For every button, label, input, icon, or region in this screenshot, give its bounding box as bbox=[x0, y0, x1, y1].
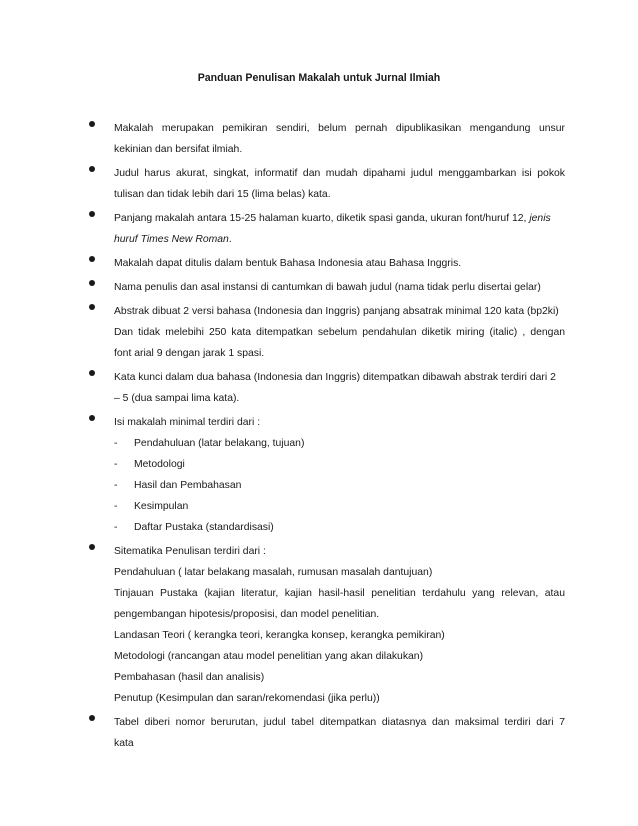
list-item-text: Isi makalah minimal terdiri dari : bbox=[114, 417, 261, 428]
list-item-text: huruf Times New Roman. bbox=[114, 234, 232, 245]
sub-item: - Kesimpulan bbox=[114, 501, 189, 512]
guideline-list bbox=[89, 118, 565, 757]
list-item-text: Judul harus akurat, singkat, informatif dan mudah dipahami judul menggambarkan isi pokok bbox=[114, 168, 565, 179]
bullet-icon bbox=[89, 121, 95, 127]
list-item bbox=[89, 253, 565, 274]
list-item-text: Sitematika Penulisan terdiri dari : bbox=[114, 546, 266, 557]
list-item-text: Makalah dapat ditulis dalam bentuk Bahasa Indonesia atau Bahasa Inggris. bbox=[114, 258, 462, 269]
sub-item: - Daftar Pustaka (standardisasi) bbox=[114, 522, 274, 533]
bullet-icon bbox=[89, 370, 95, 376]
list-item bbox=[89, 712, 565, 754]
sub-item: - Hasil dan Pembahasan bbox=[114, 480, 242, 491]
document-title: Panduan Penulisan Makalah untuk Jurnal Ilmiah bbox=[197, 72, 441, 84]
list-item bbox=[89, 208, 565, 250]
list-item-text: Makalah merupakan pemikiran sendiri, belum pernah dipublikasikan mengandung unsur bbox=[114, 123, 565, 134]
list-item bbox=[89, 412, 565, 538]
bullet-icon bbox=[89, 415, 95, 421]
list-item-text: Metodologi (rancangan atau model penelitian yang akan dilakukan) bbox=[114, 651, 424, 662]
list-item-text: Abstrak dibuat 2 versi bahasa (Indonesia dan Inggris) panjang absatrak minimal 120 kata (bp2ki) bbox=[114, 306, 559, 317]
list-item bbox=[89, 277, 565, 298]
list-item-text: Panjang makalah antara 15-25 halaman kuarto, diketik spasi ganda, ukuran font/huruf 12, jenis bbox=[114, 213, 551, 224]
bullet-icon bbox=[89, 304, 95, 310]
list-item-text: Tinjauan Pustaka (kajian literatur, kajian hasil-hasil penelitian terdahulu yang relevan, atau bbox=[114, 588, 565, 599]
list-item-text: Tabel diberi nomor berurutan, judul tabel ditempatkan diatasnya dan maksimal terdiri dari 7 bbox=[114, 717, 565, 728]
bullet-icon bbox=[89, 256, 95, 262]
sub-item: - Pendahuluan (latar belakang, tujuan) bbox=[114, 438, 305, 449]
list-item bbox=[89, 118, 565, 160]
list-item-text: font arial 9 dengan jarak 1 spasi. bbox=[114, 348, 265, 359]
list-item-text: – 5 (dua sampai lima kata). bbox=[114, 393, 240, 404]
list-item-text: Landasan Teori ( kerangka teori, kerangka konsep, kerangka pemikiran) bbox=[114, 630, 445, 641]
list-item-text: pengembangan hipotesis/proposisi, dan model penelitian. bbox=[114, 609, 380, 620]
list-item-text: Pendahuluan ( latar belakang masalah, rumusan masalah dantujuan) bbox=[114, 567, 433, 578]
list-item-text: Dan tidak melebihi 250 kata ditempatkan sebelum pendahulan diketik miring (italic) , dengan bbox=[114, 327, 565, 338]
sub-item: - Metodologi bbox=[114, 459, 185, 470]
list-item bbox=[89, 163, 565, 205]
list-item-text: kekinian dan bersifat ilmiah. bbox=[114, 144, 243, 155]
bullet-icon bbox=[89, 280, 95, 286]
list-item-text: tulisan dan tidak lebih dari 15 (lima belas) kata. bbox=[114, 189, 331, 200]
list-item bbox=[89, 367, 565, 409]
list-item bbox=[89, 301, 565, 364]
list-item-text: kata bbox=[114, 738, 134, 749]
list-item-text: Kata kunci dalam dua bahasa (Indonesia dan Inggris) ditempatkan dibawah abstrak terdiri dari 2 bbox=[114, 372, 556, 383]
list-item bbox=[89, 541, 565, 709]
bullet-icon bbox=[89, 211, 95, 217]
list-item-text: Pembahasan (hasil dan analisis) bbox=[114, 672, 265, 683]
bullet-icon bbox=[89, 544, 95, 550]
bullet-icon bbox=[89, 715, 95, 721]
list-item-text: Nama penulis dan asal instansi di cantumkan di bawah judul (nama tidak perlu disertai gelar) bbox=[114, 282, 541, 293]
list-item-text: Penutup (Kesimpulan dan saran/rekomendasi (jika perlu)) bbox=[114, 693, 380, 704]
bullet-icon bbox=[89, 166, 95, 172]
